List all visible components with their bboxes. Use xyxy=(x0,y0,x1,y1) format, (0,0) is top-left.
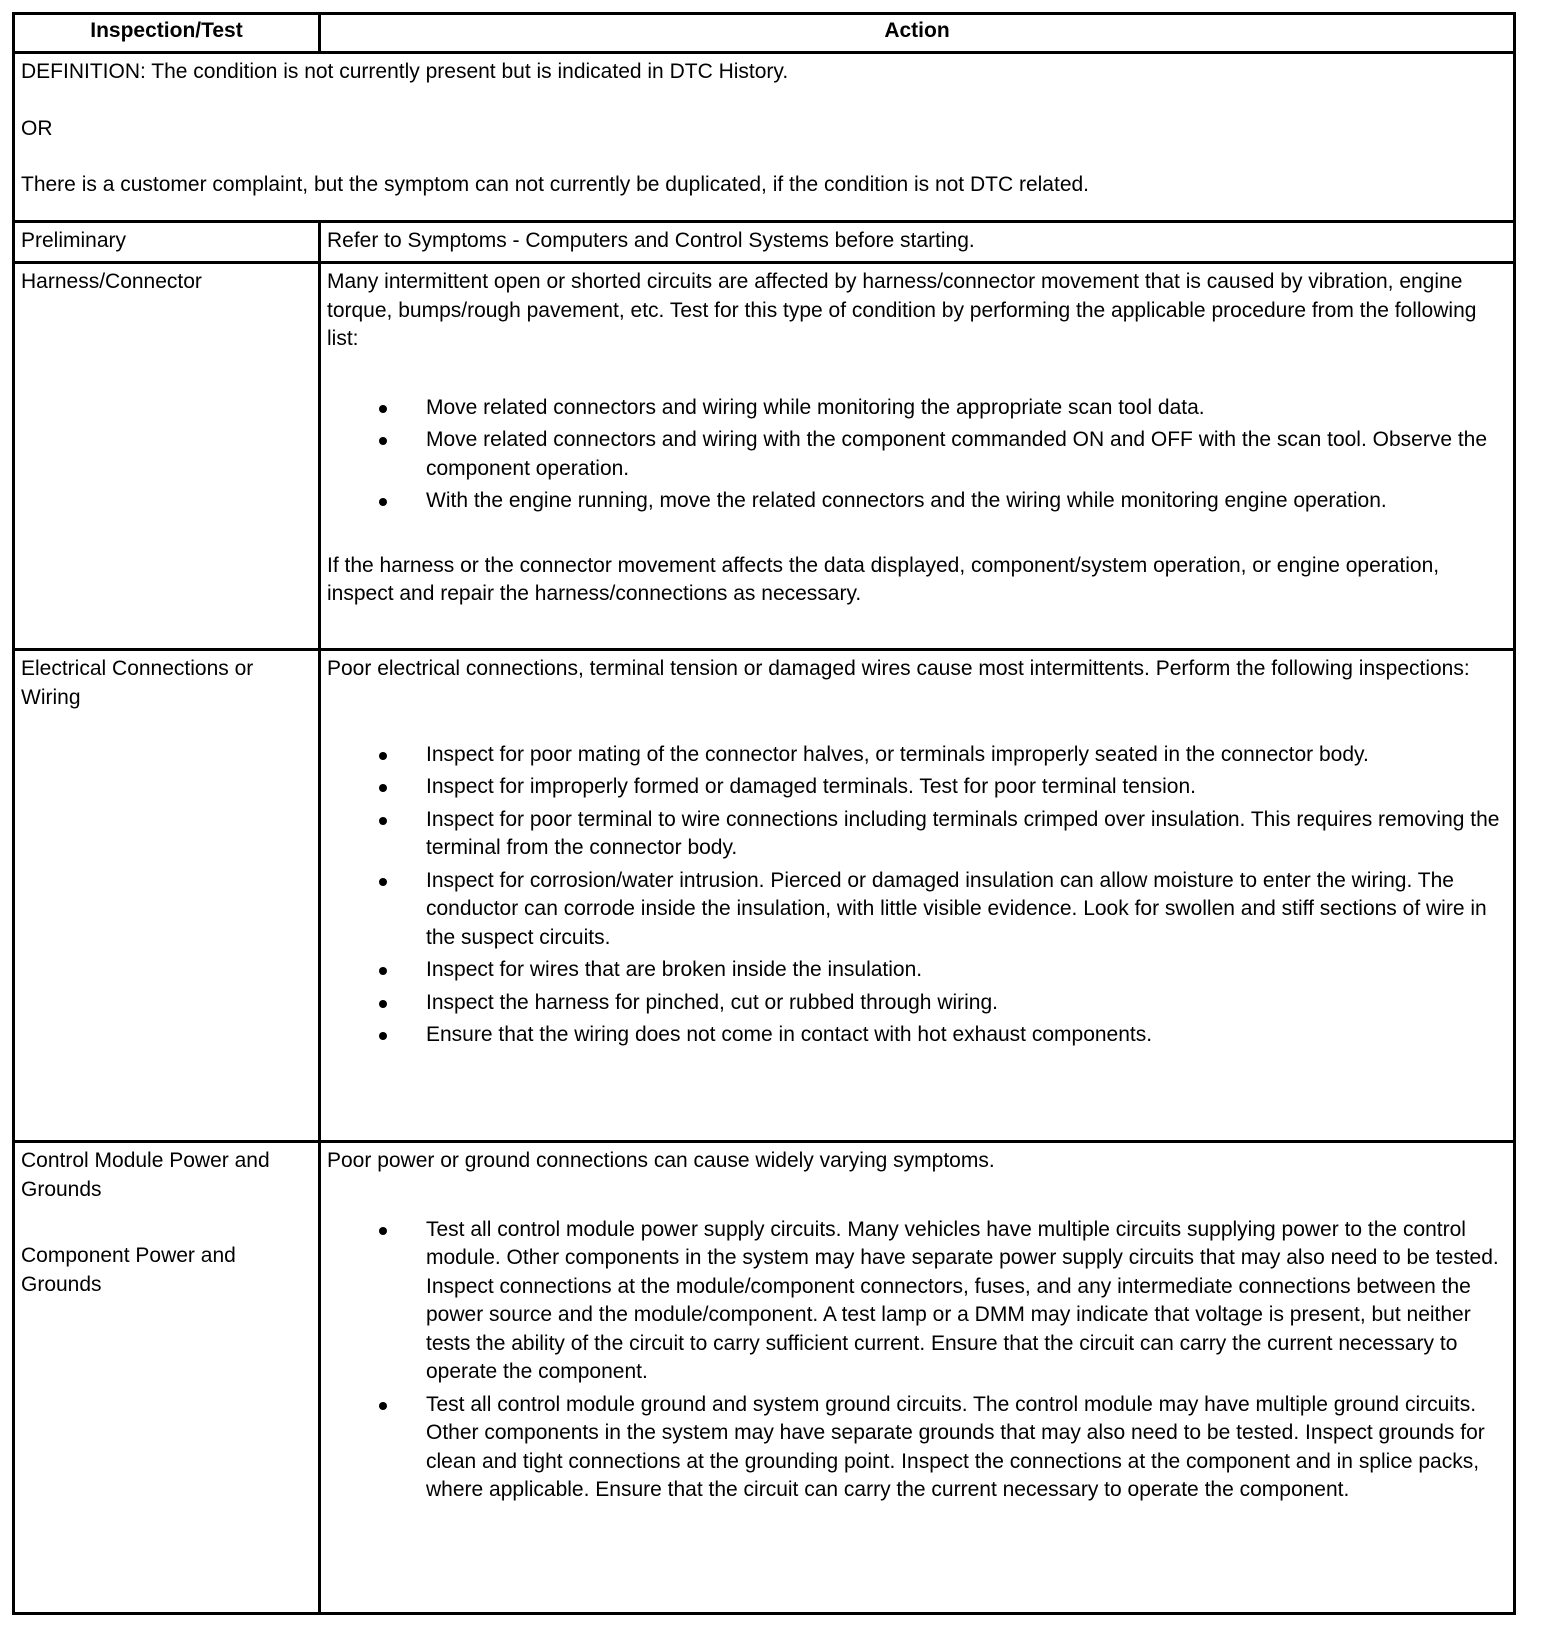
list-item: Ensure that the wiring does not come in contact with hot exhaust components. xyxy=(426,1021,1507,1050)
list-item: Inspect for poor terminal to wire connections including terminals crimped over insulation. This requires removing the terminal from the connector body. xyxy=(426,806,1507,863)
list-item: With the engine running, move the related connectors and the wiring while monitoring engine operation. xyxy=(426,487,1507,516)
definition-text: DEFINITION: The condition is not currently present but is indicated in DTC History. xyxy=(21,60,789,83)
row-label: Preliminary xyxy=(14,222,320,263)
table-row-electrical xyxy=(14,650,1515,1142)
definition-text-2: There is a customer complaint, but the symptom can not currently be duplicated, if the condition is not DTC related. xyxy=(21,173,1090,196)
row-action xyxy=(320,1142,1515,1614)
action-intro: Many intermittent open or shorted circuits are affected by harness/connector movement that is caused by vibration, engine torque, bumps/rough pavement, etc. Test for this type of condition by performing the applicable procedure from the following list: xyxy=(327,270,1477,350)
label-control-module: Control Module Power and Grounds xyxy=(21,1149,270,1201)
list-item: Inspect for wires that are broken inside the insulation. xyxy=(426,956,1507,985)
row-label: Harness/Connector xyxy=(14,263,320,650)
row-label xyxy=(14,1142,320,1614)
header-row xyxy=(14,14,1515,53)
list-item: Inspect the harness for pinched, cut or rubbed through wiring. xyxy=(426,989,1507,1018)
row-action xyxy=(320,263,1515,650)
label-component: Component Power and Grounds xyxy=(21,1244,236,1296)
table-row-harness xyxy=(14,263,1515,650)
list-item: Test all control module ground and system ground circuits. The control module may have multiple ground circuits. Other components in the system may have separate grounds that may also need to be tested. Inspect grounds for clean and tight connections at the grounding point. Inspect the connections at the component and in splice packs, where applicable. Ensure that the circuit can carry the current necessary to operate the component. xyxy=(426,1391,1507,1505)
inspection-table xyxy=(12,12,1516,1615)
list-item: Test all control module power supply circuits. Many vehicles have multiple circuits supplying power to the control module. Other components in the system may have separate power supply circuits that may also need to be tested. Inspect connections at the module/component connectors, fuses, and any intermediate connections between the power source and the module/component. A test lamp or a DMM may indicate that voltage is present, but neither tests the ability of the circuit to carry sufficient current. Ensure that the circuit can carry the current necessary to operate the component. xyxy=(426,1216,1507,1387)
row-action: Refer to Symptoms - Computers and Control Systems before starting. xyxy=(320,222,1515,263)
list-item: Inspect for improperly formed or damaged terminals. Test for poor terminal tension. xyxy=(426,773,1507,802)
bullet-list xyxy=(327,394,1507,516)
list-item: Inspect for poor mating of the connector halves, or terminals improperly seated in the connector body. xyxy=(426,741,1507,770)
list-item: Move related connectors and wiring while monitoring the appropriate scan tool data. xyxy=(426,394,1507,423)
list-item: Move related connectors and wiring with the component commanded ON and OFF with the scan tool. Observe the component operation. xyxy=(426,426,1507,483)
definition-cell xyxy=(14,53,1515,222)
definition-or: OR xyxy=(21,116,53,140)
list-item: Inspect for corrosion/water intrusion. Pierced or damaged insulation can allow moisture to enter the wiring. The conductor can corrode inside the insulation, with little visible evidence. Look for swollen and stiff sections of wire in the suspect circuits. xyxy=(426,867,1507,953)
header-inspection-test: Inspection/Test xyxy=(14,14,320,53)
table-row-preliminary xyxy=(14,222,1515,263)
bullet-list xyxy=(327,1216,1507,1505)
table-row-power-grounds xyxy=(14,1142,1515,1614)
action-intro: Poor electrical connections, terminal tension or damaged wires cause most intermittents. Perform the following inspections: xyxy=(327,657,1470,680)
action-intro: Poor power or ground connections can cause widely varying symptoms. xyxy=(327,1149,995,1172)
definition-row xyxy=(14,53,1515,222)
row-label: Electrical Connections or Wiring xyxy=(14,650,320,1142)
bullet-list xyxy=(327,741,1507,1050)
header-action: Action xyxy=(320,14,1515,53)
row-action xyxy=(320,650,1515,1142)
action-outro: If the harness or the connector movement affects the data displayed, component/system operation, or engine operation, inspect and repair the harness/connections as necessary. xyxy=(327,553,1440,605)
